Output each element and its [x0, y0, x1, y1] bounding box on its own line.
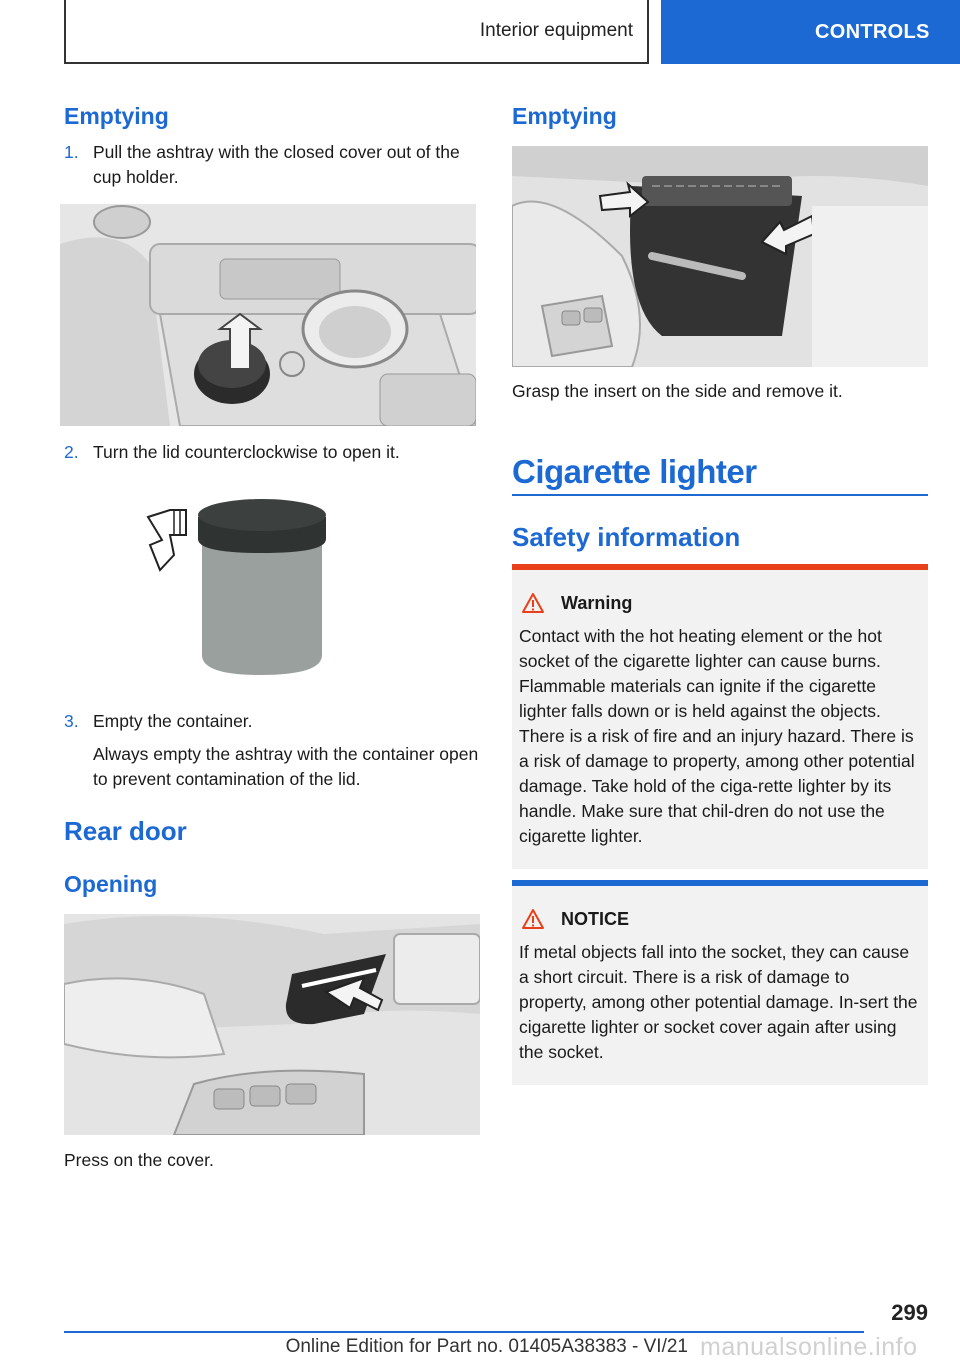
heading-emptying-left: Emptying	[64, 103, 169, 129]
step-number: 3.	[64, 711, 79, 731]
section-tab	[64, 0, 649, 64]
step-number: 1.	[64, 142, 79, 162]
caption-emptying: Grasp the insert on the side and remove it.	[512, 381, 843, 401]
warning-text: Contact with the hot heating element or the hot socket of the cigarette lighter can cause burns. Flammable materials can ignite if the cigarette lighter falls down or is held against the objects. There is a risk of fire and an injury hazard. There is a risk of damage to property, among other potential damage. Take hold of the ciga‐rette lighter by its handle. Make sure that chil‐dren do not use the cigarette lighter.	[519, 626, 915, 846]
step-3	[64, 709, 480, 792]
warning-box	[512, 564, 928, 869]
warning-title: Warning	[561, 592, 633, 613]
heading-opening: Opening	[64, 871, 158, 897]
ashtray-insert-image	[512, 146, 928, 367]
watermark: manualsonline.info	[700, 1333, 918, 1361]
ashtray-cupholder-image	[60, 204, 476, 426]
chapter-tab	[661, 0, 960, 64]
caption-opening: Press on the cover.	[64, 1150, 214, 1170]
notice-box	[512, 880, 928, 1085]
heading-rule	[512, 494, 928, 496]
page-number: 299	[891, 1300, 928, 1325]
step-text: Empty the container.	[93, 711, 253, 731]
notice-title: NOTICE	[561, 908, 630, 929]
rear-door-image	[64, 914, 480, 1135]
step-2	[64, 440, 480, 465]
step-subtext: Always empty the ashtray with the container open to prevent contamination of the lid.	[93, 744, 479, 789]
section-title: Interior equipment	[479, 20, 633, 41]
step-1	[64, 140, 480, 190]
ashtray-lid-image	[140, 495, 340, 677]
step-text: Turn the lid counterclockwise to open it.	[93, 442, 400, 462]
heading-safety-information: Safety information	[512, 522, 741, 552]
chapter-title: CONTROLS	[815, 20, 930, 43]
step-number: 2.	[64, 442, 79, 462]
footer-edition: Online Edition for Part no. 01405A38383 - VI/21	[285, 1336, 688, 1357]
notice-triangle-icon	[521, 908, 545, 930]
heading-rear-door: Rear door	[64, 816, 187, 846]
step-text: Pull the ashtray with the closed cover out of the cup holder.	[93, 142, 460, 187]
heading-cigarette-lighter: Cigarette lighter	[512, 453, 757, 490]
notice-text: If metal objects fall into the socket, they can cause a short circuit. There is a risk of damage to property, among other potential damage. In‐sert the cigarette lighter or socket cover again after using the socket.	[519, 942, 918, 1062]
warning-triangle-icon	[521, 592, 545, 614]
heading-emptying-right: Emptying	[512, 103, 617, 129]
